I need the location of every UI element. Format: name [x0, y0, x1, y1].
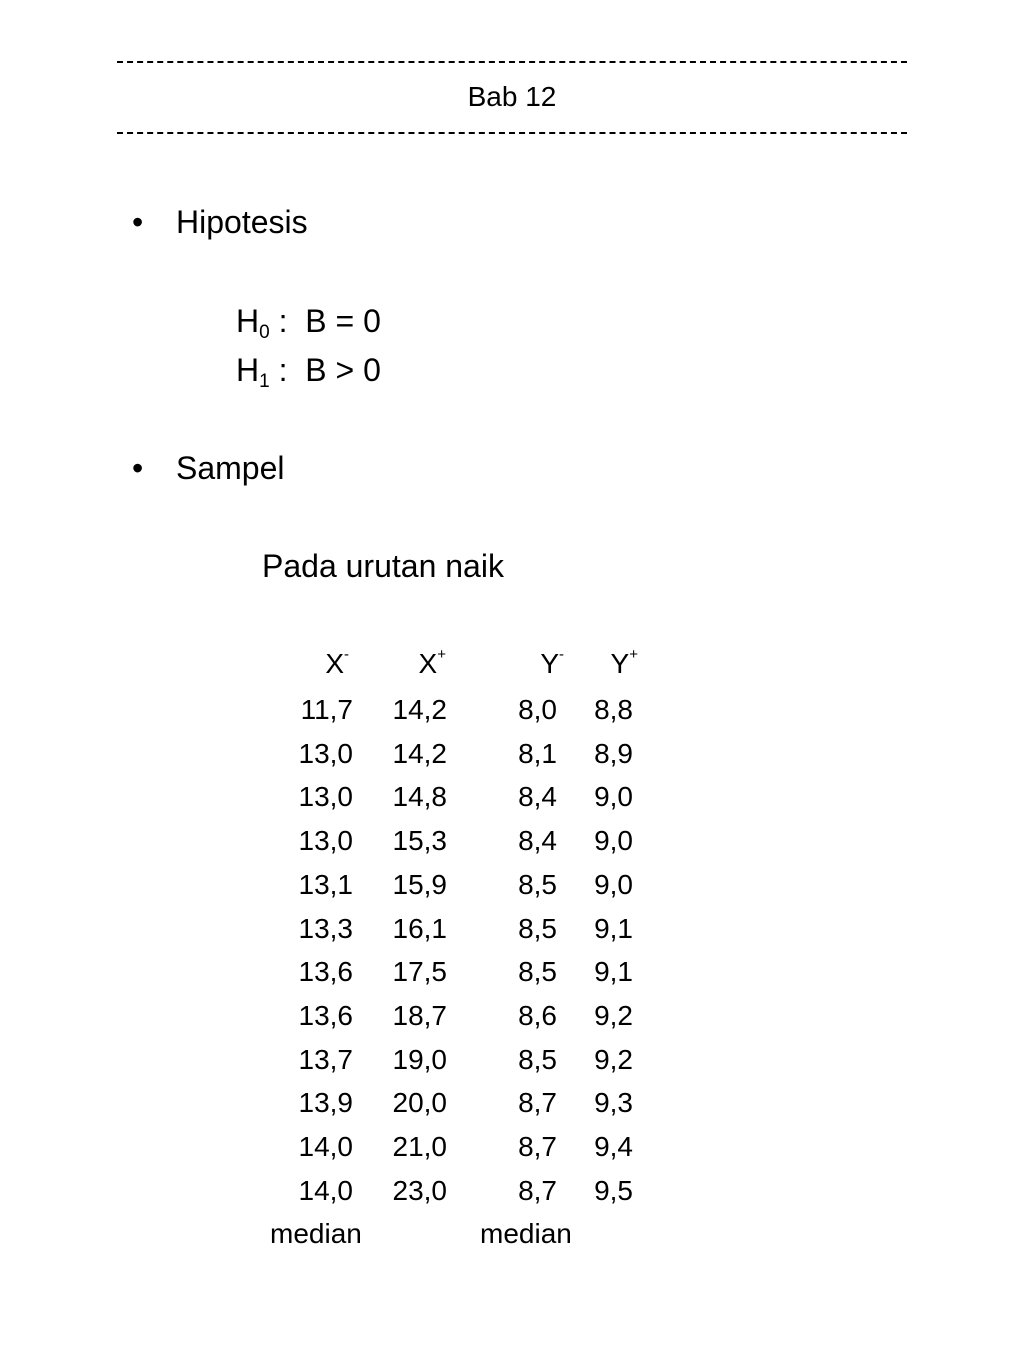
table-cell: 13,0 — [298, 781, 353, 812]
sample-heading: Sampel — [176, 450, 285, 486]
table-cell: 9,1 — [594, 956, 633, 987]
table-cell: 23,0 — [392, 1175, 447, 1206]
column-header-x-minus — [325, 648, 349, 680]
table-cell: 8,8 — [594, 694, 633, 725]
table-cell: 9,0 — [594, 825, 633, 856]
table-cell: 13,1 — [298, 869, 353, 900]
table-cell: 8,7 — [518, 1131, 557, 1162]
table-cell: 11,7 — [300, 694, 353, 725]
table-cell: 13,6 — [298, 1000, 353, 1031]
median-label-x: median — [270, 1218, 362, 1249]
column-letter: X — [418, 648, 438, 679]
table-cell: 14,0 — [298, 1131, 353, 1162]
table-cell: 16,1 — [392, 913, 447, 944]
hypothesis-subscript: 0 — [259, 322, 270, 343]
hypothesis-letter: H — [236, 352, 260, 388]
column-letter: X — [325, 648, 344, 679]
table-cell: 13,3 — [298, 913, 353, 944]
column-header-y-plus — [611, 648, 638, 680]
table-cell: 17,5 — [392, 956, 447, 987]
table-cell: 8,1 — [518, 738, 557, 769]
bullet-icon: • — [132, 450, 144, 486]
table-cell: 14,2 — [392, 694, 447, 725]
table-cell: 8,4 — [518, 781, 557, 812]
table-cell: 20,0 — [392, 1087, 447, 1118]
table-cell: 9,3 — [594, 1087, 633, 1118]
table-cell: 18,7 — [392, 1000, 447, 1031]
hypothesis-null — [236, 303, 381, 343]
table-cell: 9,4 — [594, 1131, 633, 1162]
column-letter: Y — [540, 648, 559, 679]
table-cell: 8,4 — [518, 825, 557, 856]
table-cell: 13,0 — [298, 825, 353, 856]
column-sign: + — [437, 646, 446, 663]
table-cell: 8,5 — [518, 869, 557, 900]
column-sign: - — [344, 646, 349, 663]
table-cell: 13,7 — [298, 1044, 353, 1075]
table-cell: 13,6 — [298, 956, 353, 987]
table-cell: 8,6 — [518, 1000, 557, 1031]
hypothesis-statement: : B > 0 — [269, 352, 381, 388]
table-cell: 9,5 — [594, 1175, 633, 1206]
column-letter: Y — [610, 648, 630, 679]
table-cell: 21,0 — [392, 1131, 447, 1162]
column-sign: + — [629, 646, 638, 663]
table-cell: 8,7 — [518, 1087, 557, 1118]
table-cell: 13,9 — [298, 1087, 353, 1118]
table-cell: 8,9 — [594, 738, 633, 769]
hypothesis-alternative — [236, 352, 381, 392]
column-sign: - — [559, 646, 564, 663]
hypothesis-statement: : B = 0 — [269, 303, 381, 339]
table-cell: 13,0 — [298, 738, 353, 769]
header-bottom-divider — [117, 132, 907, 134]
table-cell: 9,1 — [594, 913, 633, 944]
chapter-title: Bab 12 — [467, 81, 557, 112]
table-cell: 8,5 — [518, 956, 557, 987]
bullet-icon: • — [132, 204, 144, 240]
table-cell: 9,2 — [594, 1000, 633, 1031]
table-cell: 14,0 — [298, 1175, 353, 1206]
table-cell: 14,8 — [392, 781, 447, 812]
table-cell: 19,0 — [392, 1044, 447, 1075]
table-cell: 8,5 — [518, 913, 557, 944]
table-cell: 9,2 — [594, 1044, 633, 1075]
table-cell: 8,7 — [518, 1175, 557, 1206]
table-cell: 8,0 — [518, 694, 557, 725]
table-cell: 15,9 — [392, 869, 447, 900]
table-cell: 15,3 — [392, 825, 447, 856]
table-cell: 9,0 — [594, 869, 633, 900]
hypothesis-letter: H — [236, 303, 260, 339]
sample-subheading: Pada urutan naik — [262, 548, 504, 584]
table-cell: 8,5 — [518, 1044, 557, 1075]
hypothesis-heading: Hipotesis — [176, 204, 308, 240]
header-top-divider — [117, 61, 907, 63]
column-header-x-plus — [419, 648, 446, 680]
hypothesis-subscript: 1 — [259, 371, 270, 392]
table-cell: 14,2 — [392, 738, 447, 769]
median-label-y: median — [480, 1218, 572, 1249]
table-cell: 9,0 — [594, 781, 633, 812]
column-header-y-minus — [540, 648, 564, 680]
